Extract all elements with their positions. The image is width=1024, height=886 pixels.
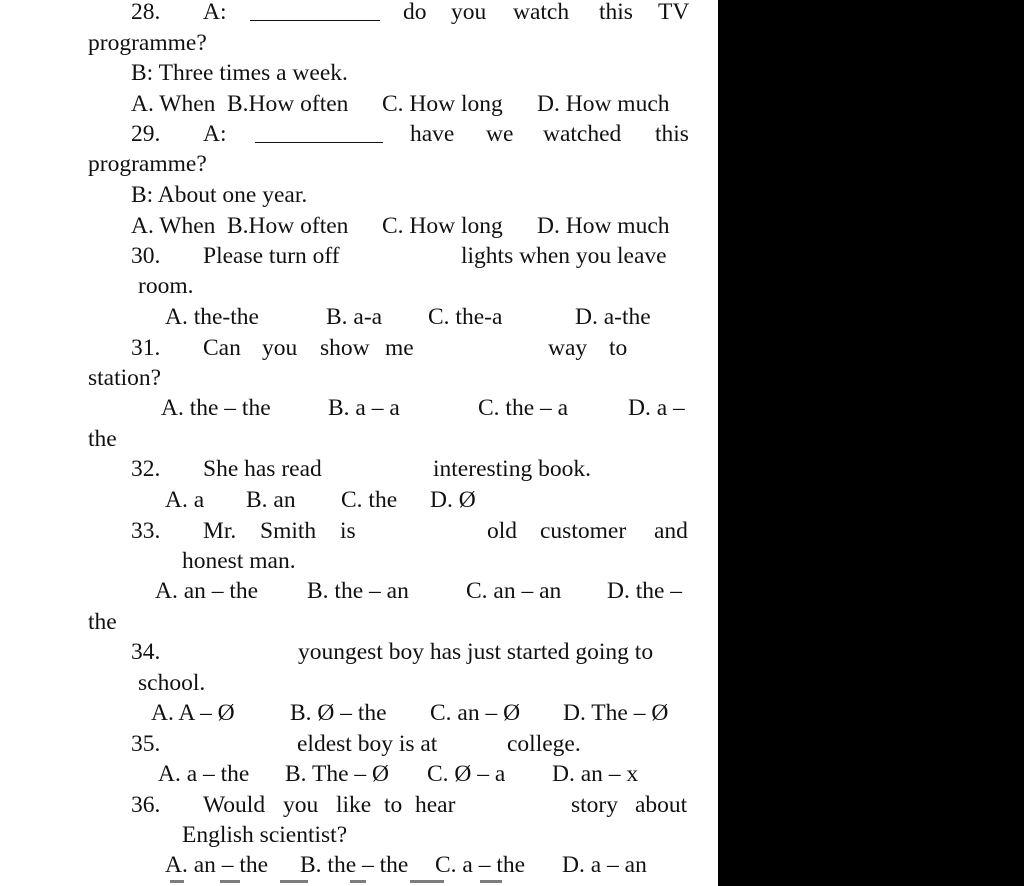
q31-options-wrap: the bbox=[88, 426, 117, 452]
q35-options bbox=[0, 759, 718, 789]
q31-continuation: station? bbox=[88, 365, 162, 391]
q34-continuation: school. bbox=[138, 670, 206, 696]
q32-line: 32. She has read interesting book. bbox=[131, 456, 591, 482]
option-b: B. the – an bbox=[307, 578, 409, 604]
option-c: C. the bbox=[341, 487, 398, 513]
q33-continuation: honest man. bbox=[182, 548, 296, 574]
q33-line: 33. Mr. Smith is old customer and bbox=[131, 518, 688, 544]
option-c: C. an – an bbox=[466, 578, 562, 604]
q30-options bbox=[0, 302, 718, 332]
question-number: 29. bbox=[131, 121, 161, 147]
q29-line: 29. A: have we watched this bbox=[131, 121, 689, 147]
option-b: B.How often bbox=[227, 213, 349, 239]
option-c: C. How long bbox=[382, 213, 503, 239]
q29-continuation: programme? bbox=[88, 151, 207, 177]
option-b: B. a-a bbox=[326, 304, 383, 330]
option-b: B.How often bbox=[227, 91, 349, 117]
option-a: A. the-the bbox=[165, 304, 259, 330]
option-d: D. a-the bbox=[575, 304, 651, 330]
option-b: B. an bbox=[246, 487, 296, 513]
q33-options-wrap: the bbox=[88, 609, 117, 635]
cutoff-next-line bbox=[160, 880, 520, 886]
option-c: C. an – Ø bbox=[430, 700, 521, 726]
option-b: B. a – a bbox=[328, 395, 400, 421]
option-a: A. the – the bbox=[161, 395, 271, 421]
q30-continuation: room. bbox=[138, 273, 194, 299]
option-c: C. Ø – a bbox=[427, 761, 506, 787]
q28-reply: B: Three times a week. bbox=[131, 60, 348, 86]
question-number: 34. bbox=[131, 639, 161, 665]
question-number: 33. bbox=[131, 518, 161, 544]
answer-blank bbox=[255, 142, 383, 143]
option-d: D. a – an bbox=[562, 852, 647, 878]
option-d: D. the – bbox=[607, 578, 683, 604]
option-d: D. an – x bbox=[552, 761, 639, 787]
q34-options bbox=[0, 698, 718, 728]
q36-options bbox=[0, 850, 718, 880]
black-side-panel bbox=[718, 0, 1024, 886]
option-a: A. When bbox=[131, 91, 216, 117]
option-a: A. A – Ø bbox=[151, 700, 235, 726]
q36-continuation: English scientist? bbox=[182, 822, 348, 848]
question-number: 30. bbox=[131, 243, 161, 269]
option-d: D. Ø bbox=[430, 487, 476, 513]
option-d: D. a – bbox=[628, 395, 685, 421]
q28-options bbox=[0, 89, 718, 119]
q28-line: 28. A: do you watch this TV bbox=[0, 0, 718, 27]
q36-line: 36. Would you like to hear story about bbox=[131, 792, 688, 818]
question-number: 31. bbox=[131, 335, 161, 361]
question-number: 36. bbox=[131, 792, 161, 818]
q31-line: 31. Can you show me way to bbox=[131, 335, 628, 361]
option-a: A. an – the bbox=[165, 852, 269, 878]
option-b: B. Ø – the bbox=[290, 700, 387, 726]
option-c: C. the-a bbox=[428, 304, 503, 330]
option-a: A. an – the bbox=[155, 578, 259, 604]
answer-blank bbox=[250, 20, 380, 21]
q35-line: 35. eldest boy is at college. bbox=[131, 731, 581, 757]
q33-options bbox=[0, 576, 718, 606]
q31-options bbox=[0, 393, 718, 423]
question-number: 28. bbox=[131, 0, 161, 25]
option-c: C. the – a bbox=[478, 395, 569, 421]
q30-line: 30. Please turn off lights when you leave bbox=[131, 243, 667, 269]
option-b: B. The – Ø bbox=[285, 761, 390, 787]
q28-continuation: programme? bbox=[88, 30, 207, 56]
option-a: A. a – the bbox=[158, 761, 250, 787]
q32-options bbox=[0, 485, 718, 515]
option-b: B. the – the bbox=[300, 852, 409, 878]
option-d: D. How much bbox=[537, 213, 670, 239]
q34-line: 34. youngest boy has just started going to bbox=[131, 639, 654, 665]
option-c: C. a – the bbox=[435, 852, 526, 878]
option-a: A. a bbox=[165, 487, 205, 513]
option-a: A. When bbox=[131, 213, 216, 239]
option-d: D. How much bbox=[537, 91, 670, 117]
q29-options bbox=[0, 211, 718, 241]
q29-reply: B: About one year. bbox=[131, 182, 308, 208]
question-number: 32. bbox=[131, 456, 161, 482]
option-d: D. The – Ø bbox=[563, 700, 669, 726]
option-c: C. How long bbox=[382, 91, 503, 117]
question-number: 35. bbox=[131, 731, 161, 757]
